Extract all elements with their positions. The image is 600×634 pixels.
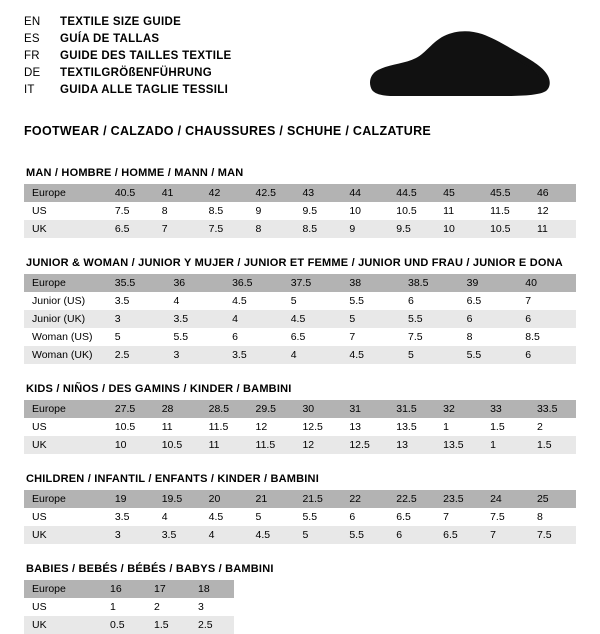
size-cell: 4.5 bbox=[341, 346, 400, 364]
size-cell: 22.5 bbox=[388, 490, 435, 508]
size-cell: 45.5 bbox=[482, 184, 529, 202]
size-cell: 8.5 bbox=[517, 328, 576, 346]
size-cell: 3.5 bbox=[165, 310, 224, 328]
size-cell: 18 bbox=[190, 580, 234, 598]
size-cell: 28.5 bbox=[201, 400, 248, 418]
row-label: UK bbox=[24, 616, 102, 634]
size-cell: 5 bbox=[294, 526, 341, 544]
size-cell: 6.5 bbox=[435, 526, 482, 544]
size-section bbox=[24, 164, 576, 238]
size-cell: 4.5 bbox=[283, 310, 342, 328]
table-row bbox=[24, 328, 576, 346]
size-cell: 7.5 bbox=[400, 328, 459, 346]
size-cell: 31.5 bbox=[388, 400, 435, 418]
size-cell: 19.5 bbox=[154, 490, 201, 508]
table-row bbox=[24, 310, 576, 328]
size-cell: 5.5 bbox=[294, 508, 341, 526]
size-cell: 27.5 bbox=[107, 400, 154, 418]
language-code: FR bbox=[24, 50, 40, 62]
size-cell: 33 bbox=[482, 400, 529, 418]
row-label: Woman (US) bbox=[24, 328, 107, 346]
size-cell: 13 bbox=[341, 418, 388, 436]
category-line: FOOTWEAR / CALZADO / CHAUSSURES / SCHUHE / CALZATURE bbox=[24, 124, 432, 138]
row-label: US bbox=[24, 508, 107, 526]
table-row bbox=[24, 220, 576, 238]
size-cell: 32 bbox=[435, 400, 482, 418]
size-cell: 12.5 bbox=[341, 436, 388, 454]
row-label: Junior (UK) bbox=[24, 310, 107, 328]
table-row bbox=[24, 598, 576, 616]
size-cell: 42 bbox=[201, 184, 248, 202]
size-cell: 5.5 bbox=[341, 292, 400, 310]
size-cell: 7 bbox=[154, 220, 201, 238]
size-cell: 12 bbox=[248, 418, 295, 436]
section-title: MAN / HOMBRE / HOMME / MANN / MAN bbox=[26, 167, 244, 179]
language-code: ES bbox=[24, 33, 40, 45]
size-section bbox=[24, 380, 576, 454]
spacer-cell bbox=[234, 598, 576, 616]
language-title: GUIDA ALLE TAGLIE TESSILI bbox=[60, 84, 229, 96]
size-cell: 3.5 bbox=[154, 526, 201, 544]
size-cell: 1.5 bbox=[482, 418, 529, 436]
size-cell: 6 bbox=[517, 346, 576, 364]
size-cell: 11 bbox=[435, 202, 482, 220]
row-label: Europe bbox=[24, 400, 107, 418]
size-cell: 8 bbox=[459, 328, 518, 346]
row-label: US bbox=[24, 418, 107, 436]
size-cell: 6 bbox=[224, 328, 283, 346]
size-cell: 9 bbox=[341, 220, 388, 238]
size-cell: 42.5 bbox=[248, 184, 295, 202]
size-cell: 1 bbox=[482, 436, 529, 454]
size-cell: 7.5 bbox=[482, 508, 529, 526]
size-cell: 5 bbox=[107, 328, 166, 346]
size-cell: 10 bbox=[435, 220, 482, 238]
section-title: KIDS / NIÑOS / DES GAMINS / KINDER / BAMBINI bbox=[26, 383, 292, 395]
size-cell: 13.5 bbox=[388, 418, 435, 436]
size-cell: 33.5 bbox=[529, 400, 576, 418]
size-cell: 0.5 bbox=[102, 616, 146, 634]
language-title: GUIDE DES TAILLES TEXTILE bbox=[60, 50, 232, 62]
size-table bbox=[24, 184, 576, 238]
size-cell: 6 bbox=[388, 526, 435, 544]
size-cell: 21.5 bbox=[294, 490, 341, 508]
section-title: CHILDREN / INFANTIL / ENFANTS / KINDER / BAMBINI bbox=[26, 473, 319, 485]
row-label: UK bbox=[24, 220, 107, 238]
size-section bbox=[24, 560, 576, 634]
size-cell: 8.5 bbox=[294, 220, 341, 238]
row-label: Europe bbox=[24, 274, 107, 292]
size-cell: 6.5 bbox=[459, 292, 518, 310]
size-cell: 4 bbox=[201, 526, 248, 544]
size-cell: 8 bbox=[154, 202, 201, 220]
size-cell: 10.5 bbox=[482, 220, 529, 238]
size-cell: 12 bbox=[529, 202, 576, 220]
table-row bbox=[24, 202, 576, 220]
size-cell: 13.5 bbox=[435, 436, 482, 454]
row-label: Woman (UK) bbox=[24, 346, 107, 364]
size-cell: 6.5 bbox=[388, 508, 435, 526]
size-cell: 11.5 bbox=[482, 202, 529, 220]
size-cell: 4 bbox=[154, 508, 201, 526]
size-cell: 3.5 bbox=[107, 508, 154, 526]
size-cell: 40.5 bbox=[107, 184, 154, 202]
size-cell: 8 bbox=[248, 220, 295, 238]
row-label: Europe bbox=[24, 184, 107, 202]
size-cell: 6 bbox=[341, 508, 388, 526]
row-label: Europe bbox=[24, 490, 107, 508]
size-cell: 3 bbox=[190, 598, 234, 616]
size-cell: 41 bbox=[154, 184, 201, 202]
size-cell: 6 bbox=[517, 310, 576, 328]
size-cell: 6 bbox=[400, 292, 459, 310]
size-cell: 4.5 bbox=[248, 526, 295, 544]
size-table bbox=[24, 400, 576, 454]
table-row bbox=[24, 526, 576, 544]
size-cell: 12.5 bbox=[294, 418, 341, 436]
size-cell: 10.5 bbox=[388, 202, 435, 220]
size-sections bbox=[24, 164, 576, 634]
page-header bbox=[24, 16, 576, 108]
size-cell: 13 bbox=[388, 436, 435, 454]
size-section bbox=[24, 470, 576, 544]
table-row bbox=[24, 274, 576, 292]
size-cell: 5 bbox=[248, 508, 295, 526]
language-title: TEXTILE SIZE GUIDE bbox=[60, 16, 182, 28]
size-cell: 46 bbox=[529, 184, 576, 202]
size-cell: 40 bbox=[517, 274, 576, 292]
size-cell: 24 bbox=[482, 490, 529, 508]
size-table bbox=[24, 274, 576, 364]
size-cell: 31 bbox=[341, 400, 388, 418]
table-row bbox=[24, 418, 576, 436]
size-cell: 16 bbox=[102, 580, 146, 598]
size-cell: 2 bbox=[529, 418, 576, 436]
size-cell: 5 bbox=[341, 310, 400, 328]
table-row bbox=[24, 346, 576, 364]
row-label: UK bbox=[24, 436, 107, 454]
section-title: BABIES / BEBÉS / BÉBÉS / BABYS / BAMBINI bbox=[26, 563, 274, 575]
table-row bbox=[24, 436, 576, 454]
size-cell: 21 bbox=[248, 490, 295, 508]
size-cell: 6.5 bbox=[283, 328, 342, 346]
size-cell: 22 bbox=[341, 490, 388, 508]
size-cell: 10.5 bbox=[154, 436, 201, 454]
row-label: Junior (US) bbox=[24, 292, 107, 310]
row-label: US bbox=[24, 598, 102, 616]
size-cell: 11.5 bbox=[248, 436, 295, 454]
row-label: Europe bbox=[24, 580, 102, 598]
size-cell: 4 bbox=[224, 310, 283, 328]
size-cell: 1 bbox=[435, 418, 482, 436]
size-cell: 3 bbox=[165, 346, 224, 364]
size-cell: 4.5 bbox=[201, 508, 248, 526]
size-cell: 6.5 bbox=[107, 220, 154, 238]
size-cell: 1.5 bbox=[529, 436, 576, 454]
size-cell: 37.5 bbox=[283, 274, 342, 292]
table-row bbox=[24, 580, 576, 598]
size-cell: 9 bbox=[248, 202, 295, 220]
size-cell: 8 bbox=[529, 508, 576, 526]
size-cell: 1.5 bbox=[146, 616, 190, 634]
table-row bbox=[24, 400, 576, 418]
size-cell: 36.5 bbox=[224, 274, 283, 292]
size-cell: 29.5 bbox=[248, 400, 295, 418]
language-code: DE bbox=[24, 67, 41, 79]
section-title: JUNIOR & WOMAN / JUNIOR Y MUJER / JUNIOR ET FEMME / JUNIOR UND FRAU / JUNIOR E DONA bbox=[26, 257, 563, 269]
size-cell: 2.5 bbox=[107, 346, 166, 364]
size-cell: 7.5 bbox=[529, 526, 576, 544]
size-cell: 44.5 bbox=[388, 184, 435, 202]
size-cell: 9.5 bbox=[294, 202, 341, 220]
size-cell: 7 bbox=[517, 292, 576, 310]
size-section bbox=[24, 254, 576, 364]
table-row bbox=[24, 616, 576, 634]
table-row bbox=[24, 490, 576, 508]
size-cell: 2.5 bbox=[190, 616, 234, 634]
size-cell: 30 bbox=[294, 400, 341, 418]
size-cell: 7 bbox=[341, 328, 400, 346]
size-cell: 17 bbox=[146, 580, 190, 598]
size-cell: 10 bbox=[107, 436, 154, 454]
size-cell: 19 bbox=[107, 490, 154, 508]
dress-shoe-icon bbox=[364, 28, 554, 106]
table-row bbox=[24, 508, 576, 526]
size-cell: 11 bbox=[529, 220, 576, 238]
language-title: TEXTILGRÖßENFÜHRUNG bbox=[60, 67, 212, 79]
size-cell: 36 bbox=[165, 274, 224, 292]
size-cell: 3 bbox=[107, 310, 166, 328]
size-cell: 9.5 bbox=[388, 220, 435, 238]
size-cell: 10.5 bbox=[107, 418, 154, 436]
size-cell: 4 bbox=[283, 346, 342, 364]
size-cell: 5 bbox=[400, 346, 459, 364]
size-cell: 11 bbox=[201, 436, 248, 454]
size-cell: 5.5 bbox=[341, 526, 388, 544]
size-cell: 28 bbox=[154, 400, 201, 418]
size-cell: 8.5 bbox=[201, 202, 248, 220]
size-cell: 43 bbox=[294, 184, 341, 202]
table-row bbox=[24, 184, 576, 202]
size-cell: 35.5 bbox=[107, 274, 166, 292]
size-cell: 45 bbox=[435, 184, 482, 202]
size-cell: 11 bbox=[154, 418, 201, 436]
language-title: GUÍA DE TALLAS bbox=[60, 33, 160, 45]
size-cell: 39 bbox=[459, 274, 518, 292]
size-cell: 5.5 bbox=[459, 346, 518, 364]
size-cell: 3 bbox=[107, 526, 154, 544]
spacer-cell bbox=[234, 580, 576, 598]
size-cell: 3.5 bbox=[107, 292, 166, 310]
size-cell: 7 bbox=[482, 526, 529, 544]
size-cell: 20 bbox=[201, 490, 248, 508]
language-code: EN bbox=[24, 16, 41, 28]
size-cell: 10 bbox=[341, 202, 388, 220]
size-cell: 7.5 bbox=[201, 220, 248, 238]
size-table bbox=[24, 490, 576, 544]
size-cell: 38.5 bbox=[400, 274, 459, 292]
size-cell: 11.5 bbox=[201, 418, 248, 436]
row-label: UK bbox=[24, 526, 107, 544]
size-cell: 5 bbox=[283, 292, 342, 310]
size-cell: 12 bbox=[294, 436, 341, 454]
size-cell: 7 bbox=[435, 508, 482, 526]
size-cell: 44 bbox=[341, 184, 388, 202]
size-cell: 23.5 bbox=[435, 490, 482, 508]
size-cell: 5.5 bbox=[400, 310, 459, 328]
table-row bbox=[24, 292, 576, 310]
size-cell: 5.5 bbox=[165, 328, 224, 346]
size-cell: 4 bbox=[165, 292, 224, 310]
size-cell: 7.5 bbox=[107, 202, 154, 220]
size-cell: 3.5 bbox=[224, 346, 283, 364]
language-code: IT bbox=[24, 84, 35, 96]
row-label: US bbox=[24, 202, 107, 220]
size-cell: 4.5 bbox=[224, 292, 283, 310]
size-cell: 25 bbox=[529, 490, 576, 508]
size-cell: 6 bbox=[459, 310, 518, 328]
size-table bbox=[24, 580, 576, 634]
size-cell: 2 bbox=[146, 598, 190, 616]
size-cell: 38 bbox=[341, 274, 400, 292]
size-cell: 1 bbox=[102, 598, 146, 616]
spacer-cell bbox=[234, 616, 576, 634]
